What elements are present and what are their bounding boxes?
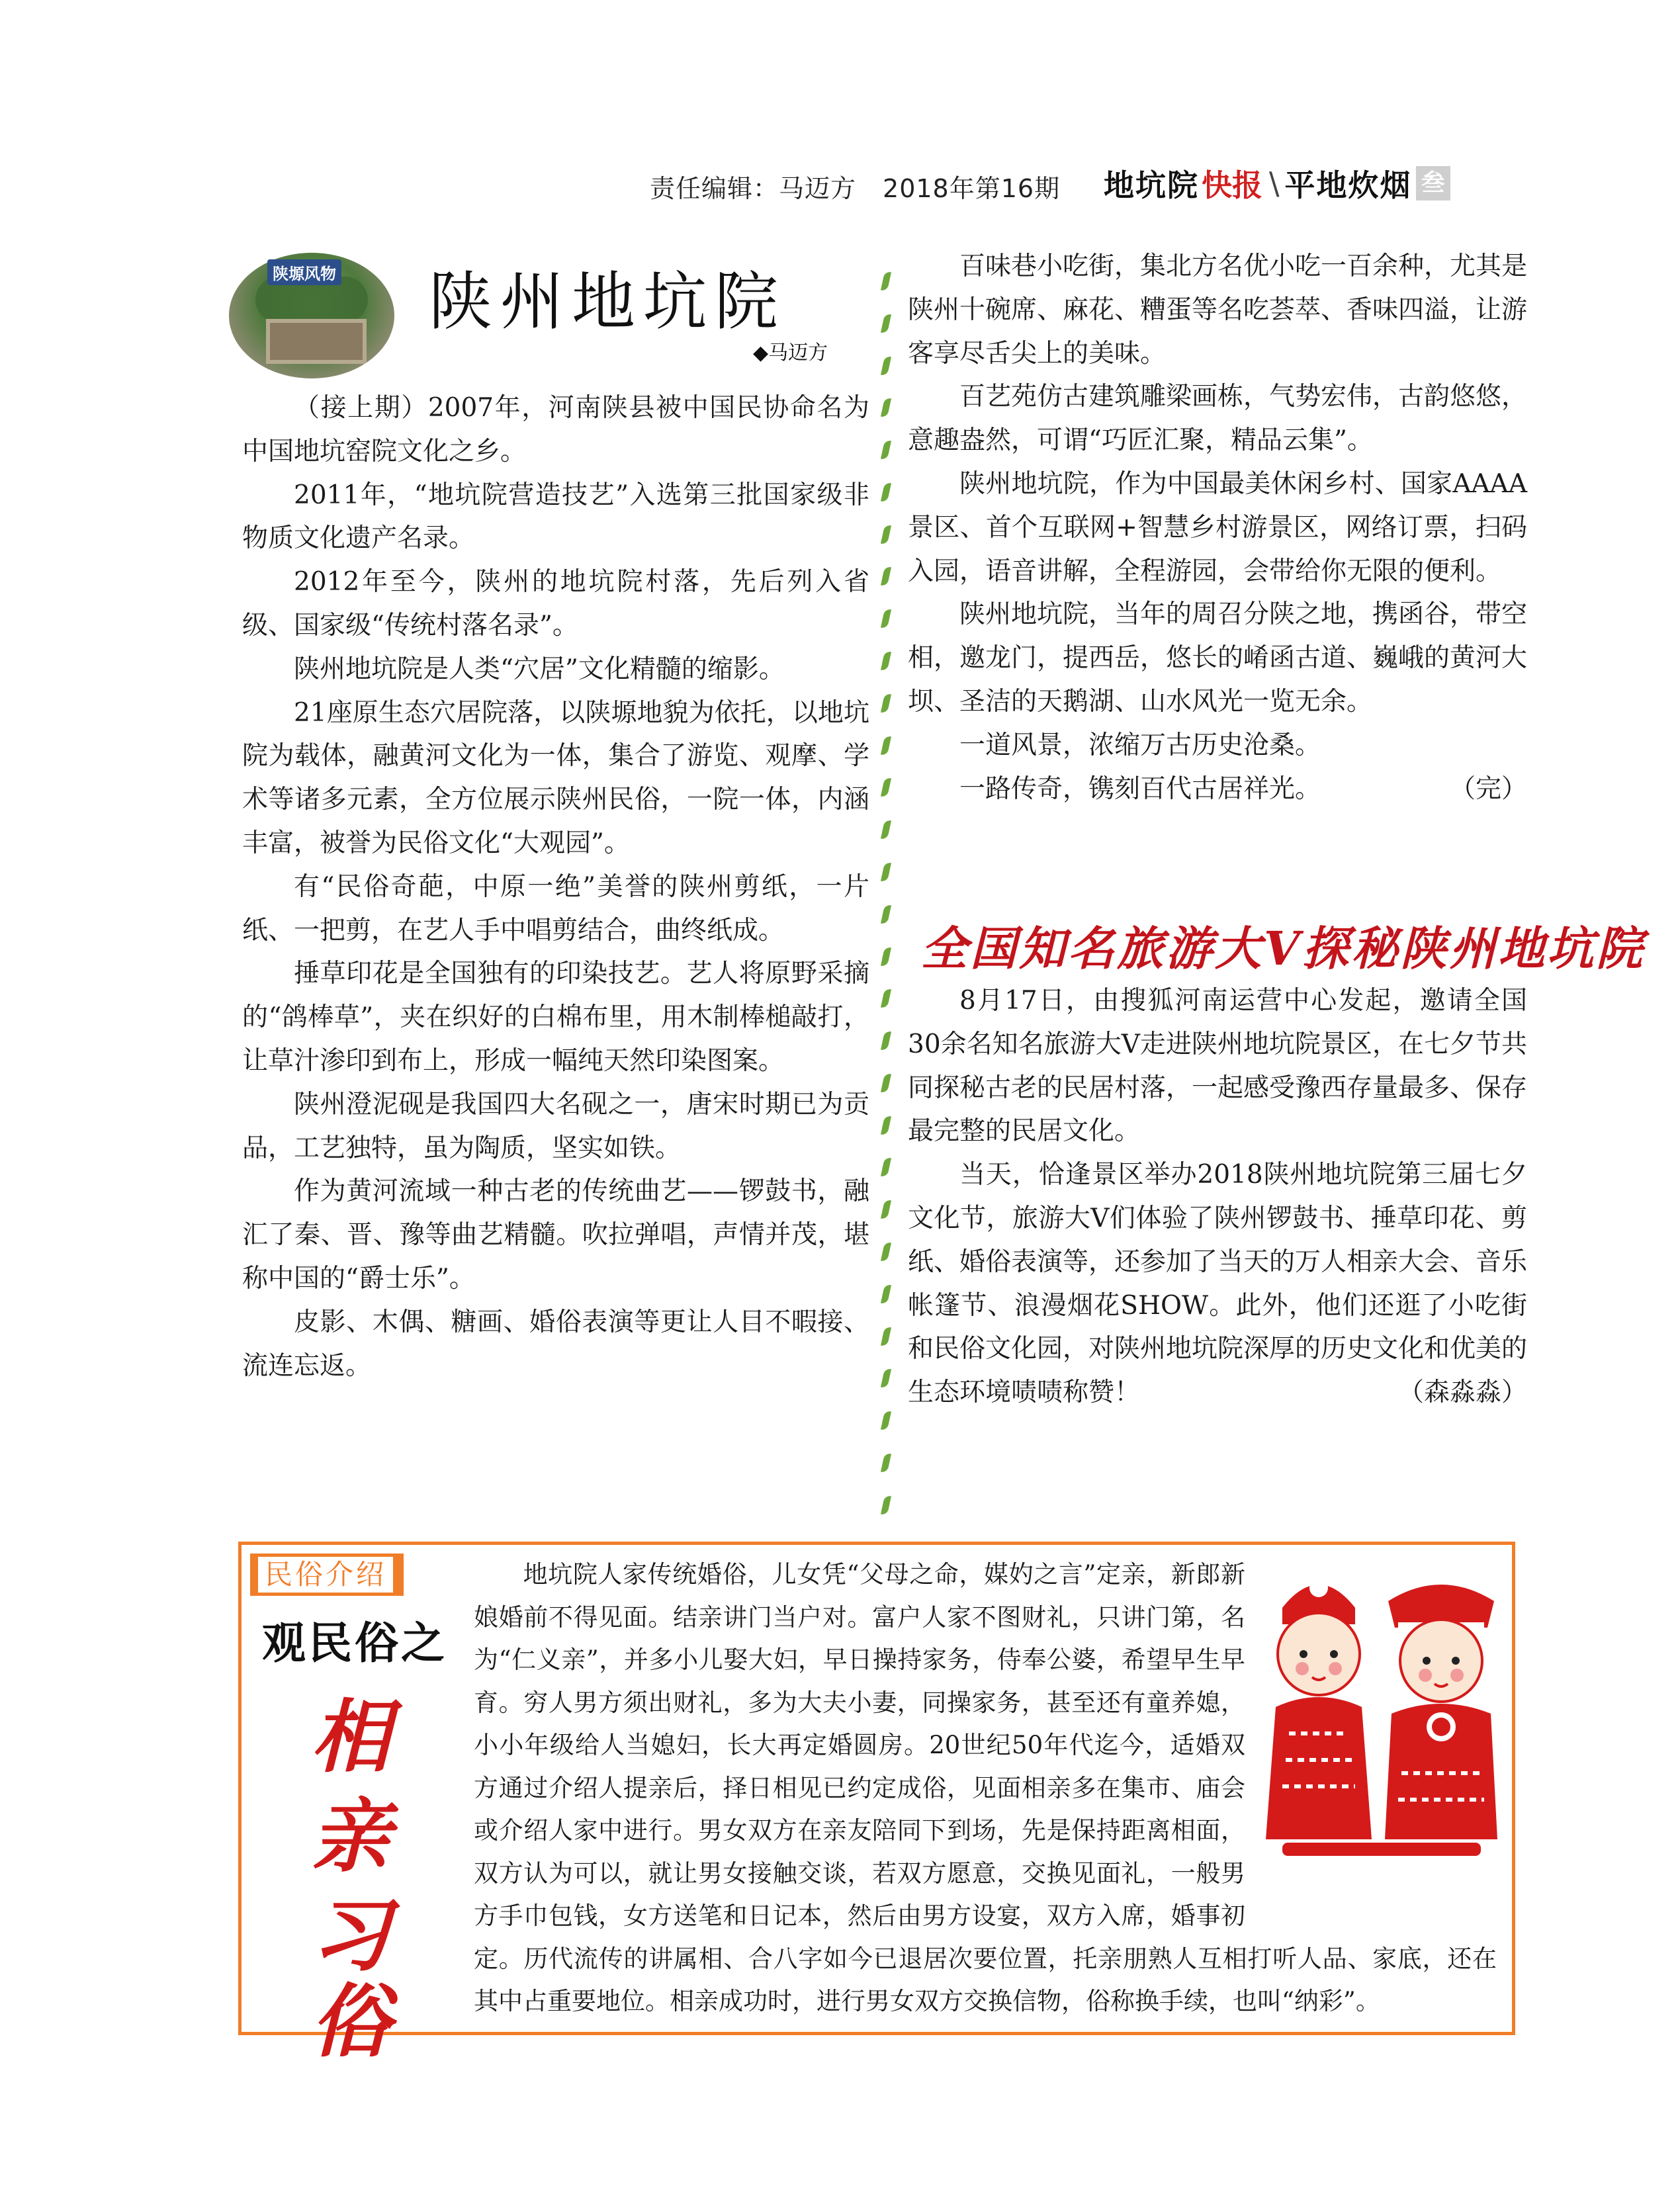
grass-leaf-icon [881,313,891,333]
column-divider [877,271,895,1515]
folk-body-text: 地坑院人家传统婚俗，儿女凭“父母之命，媒妁之言”定亲，新郎新娘婚前不得见面。结亲讲门当户对。富户人家不图财礼，只讲门第，名为“仁义亲”，并多小儿娶大妇，早日操持家务，侍奉公婆，希望早生早育。穷人男方须出财礼，多为大夫小妻，同操家务，甚至还有童养媳，小小年级给人当媳妇，长大再定婚圆房。20世纪50年代迄今，适婚双方通过介绍人提亲后，择日相见已约定成俗，见面相亲多在集市、庙会或介绍人家中进行。男女双方在亲友陪同下到场，先是保持距离相面，双方认为可以，就让男女接触交谈，若双方愿意，交换见面礼，一般男方手巾包钱，女方送笔和日记本，然后由男方设宴，双方入席，婚事初定。历代流传的讲属相、合八字如今已退居次要位置，托亲朋熟人互相打听人品、家底，还在其中占重要地位。相亲成功时，进行男女双方交换信物，俗称换手续，也叫“纳彩”。 [474,1560,1497,2015]
news-author: （森淼淼） [1397,1378,1527,1408]
grass-leaf-icon [881,566,891,587]
page-number: 叁 [1416,166,1450,200]
paragraph: 百艺苑仿古建筑雕梁画栋，气势宏伟，古韵悠悠，意趣盎然，可谓“巧匠汇聚，精品云集”。 [908,382,1528,456]
grass-leaf-icon [881,1072,891,1093]
paragraph: 有“民俗奇葩，中原一绝”美誉的陕州剪纸，一片纸、一把剪，在艺人手中唱剪结合，曲终纸成。 [242,871,869,945]
paragraph: 21座原生态穴居院落，以陕塬地貌为依托，以地坑院为载体，融黄河文化为一体，集合了游览、观摩、学术等诸多元素，全方位展示陕州民俗，一院一体，内涵丰富，被誉为民俗文化“大观园”。 [242,697,869,858]
section-tag [250,1553,404,1596]
editor-credit: 责任编辑：马迈方 [650,174,857,203]
masthead-kuaibao: 快报 [1202,167,1262,203]
vertical-char: 亲 [311,1790,390,1883]
paragraph-last [908,767,1527,811]
masthead-slash: \ [1269,165,1280,201]
grass-leaf-icon [881,1284,891,1304]
paragraph: 作为黄河流域一种古老的传统曲艺——锣鼓书，融汇了秦、晋、豫等曲艺精髓。吹拉弹唱，声情并茂，堪称中国的“爵士乐”。 [242,1176,869,1293]
paragraph: 一道风景，浓缩万古历史沧桑。 [959,730,1321,760]
grass-leaf-icon [881,1115,891,1135]
grass-leaf-icon [881,398,891,418]
paragraph: 8月17日，由搜狐河南运营中心发起，邀请全国30余名知名旅游大V走进陕州地坑院景区，在七夕节共同探秘古老的民居村落，一起感受豫西存量最多、保存最完整的民居文化。 [908,986,1528,1147]
paragraph: 2012年至今，陕州的地坑院村落，先后列入省级、国家级“传统村落名录”。 [242,567,869,640]
grass-leaf-icon [881,355,891,376]
grass-leaf-icon [881,609,891,629]
grass-leaf-icon [881,1326,891,1346]
grass-leaf-icon [881,650,891,671]
end-mark: （完） [1449,773,1527,804]
grass-leaf-icon [881,271,891,291]
folk-heading: 观民俗之 [262,1618,447,1669]
grass-leaf-icon [881,904,891,924]
paragraph-text: 当天，恰逢景区举办2018陕州地坑院第三届七夕文化节，旅游大V们体验了陕州锣鼓书、捶草印花、剪纸、婚俗表演等，还参加了当天的万人相亲大会、音乐帐篷节、浪漫烟花SHOW。此外，他们还逛了小吃街和民俗文化园，对陕州地坑院深厚的历史文化和优美的生态环境啧啧称赞！ [908,1160,1528,1408]
grass-leaf-icon [881,735,891,756]
paragraph-text: 一路传奇，镌刻百代古居祥光。 [959,773,1321,804]
grass-leaf-icon [881,819,891,840]
paragraph: 陕州澄泥砚是我国四大名砚之一，唐宋时期已为贡品，工艺独特，虽为陶质，坚实如铁。 [242,1089,869,1163]
paper-cut-couple-icon [1256,1561,1507,1872]
photo-label: 陕塬风物 [267,259,341,285]
paragraph-last [908,1153,1527,1415]
article-title: 陕州地坑院 [429,265,786,339]
grass-leaf-icon [881,946,891,967]
grass-leaf-icon [881,1452,891,1473]
paragraph: 2011年，“地坑院营造技艺”入选第三批国家级非物质文化遗产名录。 [242,480,869,554]
paragraph: 陕州地坑院是人类“穴居”文化精髓的缩影。 [294,654,785,684]
grass-leaf-icon [881,439,891,460]
page-header-meta [650,168,1086,204]
grass-leaf-icon [881,1199,891,1219]
paragraph: 捶草印花是全国独有的印染技艺。艺人将原野采摘的“鸽棒草”，夹在织好的白棉布里，用木制棒槌敲打，让草汁渗印到布上，形成一幅纯天然印染图案。 [242,959,869,1076]
grass-leaf-icon [881,1157,891,1178]
masthead-name: 地坑院 [1104,167,1199,203]
paragraph: （接上期）2007年，河南陕县被中国民协命名为中国地坑窑院文化之乡。 [242,393,869,466]
paragraph: 陕州地坑院，作为中国最美休闲乡村、国家AAAA景区、首个互联网+智慧乡村游景区，网络订票，扫码入园，语音讲解，全程游园，会带给你无限的便利。 [908,468,1527,586]
grass-leaf-icon [881,524,891,545]
grass-leaf-icon [881,1495,891,1515]
vertical-char: 俗 [311,1975,390,2068]
issue-number: 2018年第16期 [883,174,1061,203]
paragraph: 陕州地坑院，当年的周召分陕之地，携函谷，带空相，邀龙门，提西岳，悠长的崤函古道、巍峨的黄河大坝、圣洁的天鹅湖、山水风光一览无余。 [908,599,1528,717]
vertical-char: 相 [311,1690,390,1784]
article-left-column [242,386,869,1387]
grass-leaf-icon [881,1368,891,1389]
couple-illustration [1256,1561,1507,1872]
grass-leaf-icon [881,777,891,798]
section-tag-label: 民俗介绍 [258,1557,393,1593]
paragraph: 百味巷小吃街，集北方名优小吃一百余种，尤其是陕州十碗席、麻花、糟蛋等名吃荟萃、香味四溢，让游客享尽舌尖上的美味。 [908,251,1528,369]
section-name: 平地炊烟 [1284,167,1412,203]
grass-leaf-icon [881,1030,891,1051]
news-body [908,979,1527,1415]
paragraph: 皮影、木偶、糖画、婚俗表演等更让人目不暇接、流连忘返。 [242,1307,869,1381]
grass-leaf-icon [881,482,891,502]
grass-leaf-icon [881,1410,891,1430]
grass-leaf-icon [881,861,891,882]
grass-leaf-icon [881,1241,891,1262]
article-right-column [908,245,1527,810]
grass-leaf-icon [881,693,891,713]
article-byline: ◆马迈方 [753,341,828,365]
news-title: 全国知名旅游大V探秘陕州地坑院 [921,921,1646,976]
grass-leaf-icon [881,988,891,1009]
masthead [1104,163,1450,204]
vertical-char: 习 [311,1889,390,1982]
